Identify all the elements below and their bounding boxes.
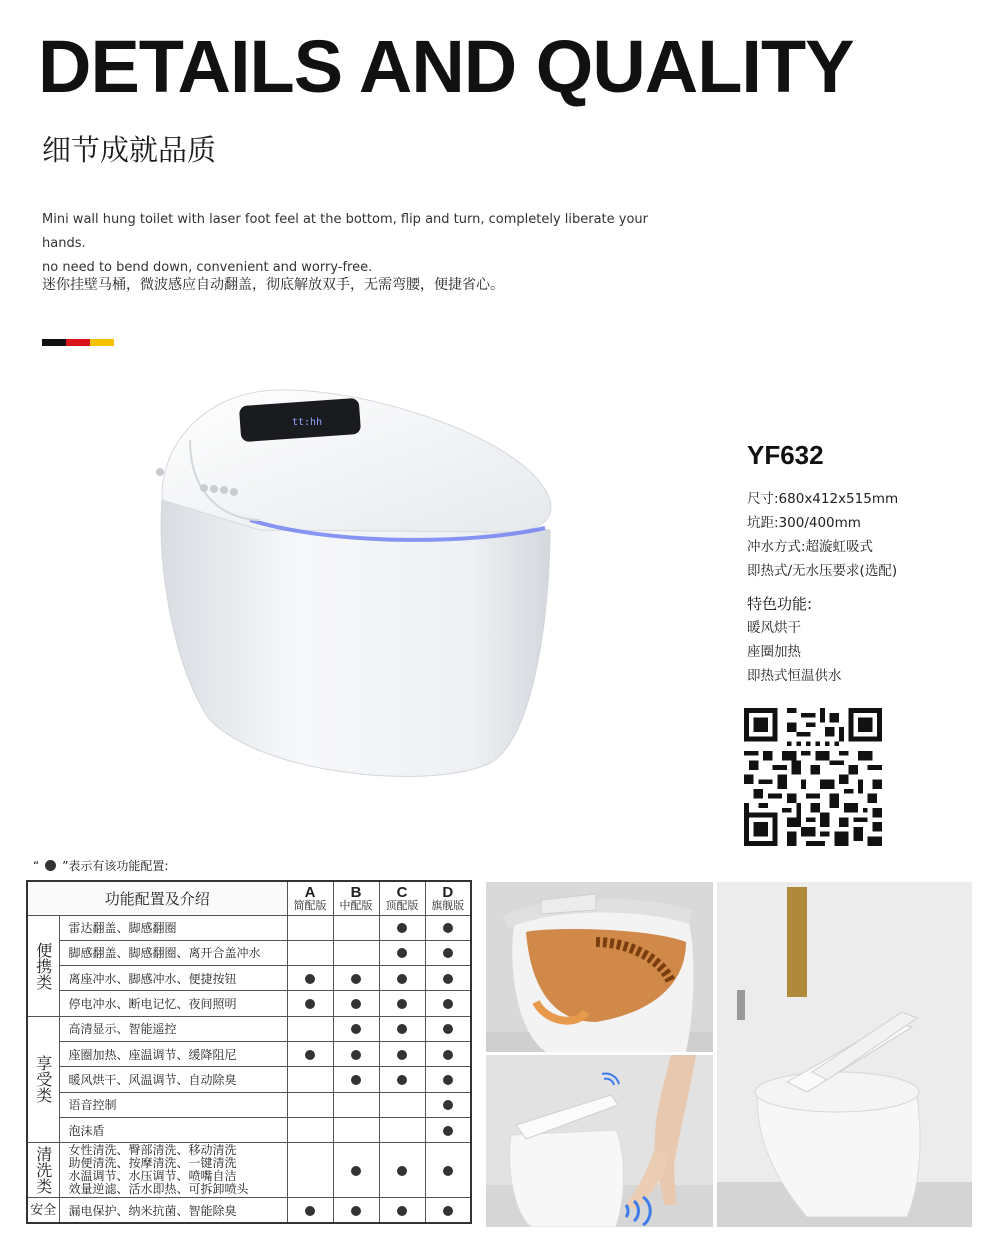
feature-name: 离座冲水、脚感冲水、便捷按钮 bbox=[59, 966, 287, 991]
table-row bbox=[27, 1041, 471, 1066]
mark-cell-b bbox=[333, 915, 379, 940]
feature-name: 漏电保护、纳米抗菌、智能除臭 bbox=[59, 1198, 287, 1223]
feature-item: 暖风烘干 bbox=[747, 620, 801, 636]
spec-flush: 冲水方式:超漩虹吸式 bbox=[747, 539, 874, 555]
flag-red bbox=[66, 339, 90, 346]
table-row bbox=[27, 1143, 471, 1198]
model-name: YF632 bbox=[747, 440, 824, 470]
feature-line: 水温调节、水压调节、喷嘴自洁 bbox=[68, 1169, 237, 1184]
mark-cell-c bbox=[379, 991, 425, 1016]
features-title: 特色功能: bbox=[747, 595, 813, 613]
feature-name: 暖风烘干、风温调节、自动除臭 bbox=[59, 1067, 287, 1092]
feature-dot-icon bbox=[305, 974, 315, 984]
feature-dot-icon bbox=[351, 1050, 361, 1060]
feature-dot-icon bbox=[397, 948, 407, 958]
feature-dot-icon bbox=[443, 1024, 453, 1034]
feature-dot-icon bbox=[397, 1206, 407, 1216]
description-en-line-2: no need to bend down, convenient and worry-free. bbox=[42, 260, 373, 275]
table-row bbox=[27, 915, 471, 940]
mark-cell-a bbox=[287, 1198, 333, 1223]
mark-cell-a bbox=[287, 1117, 333, 1142]
feature-dot-icon bbox=[443, 1126, 453, 1136]
feature-dot-icon bbox=[443, 948, 453, 958]
mark-cell-b bbox=[333, 966, 379, 991]
feature-line: 效量逆滤、活水即热、可拆卸喷头 bbox=[68, 1182, 249, 1197]
table-row bbox=[27, 1092, 471, 1117]
mark-cell-b bbox=[333, 1117, 379, 1142]
feature-dot-icon bbox=[443, 974, 453, 984]
mark-cell-a bbox=[287, 1016, 333, 1041]
feature-dot-icon bbox=[397, 1166, 407, 1176]
mark-cell-b bbox=[333, 991, 379, 1016]
flag-stripe bbox=[42, 339, 114, 346]
feature-item: 座圈加热 bbox=[747, 644, 801, 660]
mark-cell-a bbox=[287, 991, 333, 1016]
mark-cell-c bbox=[379, 1092, 425, 1117]
version-a-header: A 简配版 bbox=[287, 881, 333, 915]
product-image bbox=[150, 380, 560, 790]
feature-name: 泡沫盾 bbox=[59, 1117, 287, 1142]
category-label: 享受类 bbox=[27, 1016, 59, 1142]
feature-dot-icon bbox=[305, 999, 315, 1009]
mark-cell-d bbox=[425, 1067, 471, 1092]
feature-dot-icon bbox=[351, 1206, 361, 1216]
feature-dot-icon bbox=[397, 1024, 407, 1034]
mark-cell-c bbox=[379, 1041, 425, 1066]
version-b-header: B 中配版 bbox=[333, 881, 379, 915]
mark-cell-b bbox=[333, 1092, 379, 1117]
spec-size: 尺寸:680x412x515mm bbox=[747, 491, 899, 507]
product-display-text: tt:hh bbox=[292, 417, 323, 428]
feature-line: 助便清洗、按摩清洗、一键清洗 bbox=[68, 1156, 237, 1171]
mark-cell-d bbox=[425, 991, 471, 1016]
feature-dot-icon bbox=[351, 974, 361, 984]
mark-cell-c bbox=[379, 1016, 425, 1041]
feature-dot-icon bbox=[443, 1100, 453, 1110]
photo-foot-sensor bbox=[486, 1055, 713, 1227]
feature-name: 高清显示、智能遥控 bbox=[59, 1016, 287, 1041]
spec-panel bbox=[747, 440, 898, 688]
mark-cell-d bbox=[425, 966, 471, 991]
table-row bbox=[27, 966, 471, 991]
feature-dot-icon bbox=[351, 1166, 361, 1176]
mark-cell-b bbox=[333, 1067, 379, 1092]
mark-cell-d bbox=[425, 1016, 471, 1041]
mark-cell-b bbox=[333, 1041, 379, 1066]
feature-dot-icon bbox=[305, 1050, 315, 1060]
mark-cell-a bbox=[287, 1143, 333, 1198]
mark-cell-b bbox=[333, 1198, 379, 1223]
feature-dot-icon bbox=[351, 999, 361, 1009]
mark-cell-b bbox=[333, 940, 379, 965]
page-subtitle: 细节成就品质 bbox=[42, 133, 217, 167]
mark-cell-a bbox=[287, 1041, 333, 1066]
mark-cell-a bbox=[287, 966, 333, 991]
feature-dot-icon bbox=[443, 999, 453, 1009]
feature-dot-icon bbox=[351, 1075, 361, 1085]
feature-dot-icon bbox=[351, 1024, 361, 1034]
table-row bbox=[27, 1067, 471, 1092]
mark-cell-c bbox=[379, 1198, 425, 1223]
mark-cell-a bbox=[287, 940, 333, 965]
mark-cell-a bbox=[287, 1092, 333, 1117]
mark-cell-c bbox=[379, 940, 425, 965]
description-cn: 迷你挂壁马桶，微波感应自动翻盖，彻底解放双手，无需弯腰，便捷省心。 bbox=[42, 277, 504, 293]
mark-cell-c bbox=[379, 1067, 425, 1092]
feature-dot-icon bbox=[397, 923, 407, 933]
photo-flush-cutaway bbox=[486, 882, 713, 1052]
feature-dot-icon bbox=[443, 1050, 453, 1060]
config-table bbox=[26, 880, 472, 1224]
feature-dot-icon bbox=[397, 1075, 407, 1085]
feature-item: 即热式恒温供水 bbox=[747, 668, 842, 684]
flag-black bbox=[42, 339, 66, 346]
feature-dot-icon bbox=[443, 923, 453, 933]
mark-cell-d bbox=[425, 915, 471, 940]
description-en-line-1: Mini wall hung toilet with laser foot feel at the bottom, flip and turn, completely liberate your hands. bbox=[42, 212, 649, 251]
table-header-title: 功能配置及介绍 bbox=[27, 881, 287, 915]
feature-name: 停电冲水、断电记忆、夜间照明 bbox=[59, 991, 287, 1016]
feature-dot-icon bbox=[443, 1075, 453, 1085]
legend-dot-icon bbox=[45, 860, 56, 871]
category-label: 便携类 bbox=[27, 915, 59, 1016]
mark-cell-d bbox=[425, 1041, 471, 1066]
mark-cell-d bbox=[425, 1198, 471, 1223]
feature-name: 脚感翻盖、脚感翻圈、离开合盖冲水 bbox=[59, 940, 287, 965]
feature-name: 座圈加热、座温调节、缓降阻尼 bbox=[59, 1041, 287, 1066]
qr-code[interactable] bbox=[744, 708, 882, 846]
feature-line: 女性清洗、臀部清洗、移动清洗 bbox=[68, 1143, 237, 1158]
mark-cell-c bbox=[379, 966, 425, 991]
table-legend bbox=[33, 857, 168, 874]
table-row bbox=[27, 1016, 471, 1041]
feature-name: 雷达翻盖、脚感翻圈 bbox=[59, 915, 287, 940]
mark-cell-d bbox=[425, 1117, 471, 1142]
legend-text: ”表示有该功能配置: bbox=[62, 859, 169, 873]
mark-cell-a bbox=[287, 915, 333, 940]
mark-cell-d bbox=[425, 1092, 471, 1117]
feature-dot-icon bbox=[443, 1206, 453, 1216]
mark-cell-d bbox=[425, 940, 471, 965]
mark-cell-c bbox=[379, 1117, 425, 1142]
page-title: DETAILS AND QUALITY bbox=[38, 25, 854, 108]
spec-rough-in: 坑距:300/400mm bbox=[747, 515, 861, 531]
feature-dot-icon bbox=[443, 1166, 453, 1176]
legend-quote-open: “ bbox=[33, 858, 40, 873]
table-row bbox=[27, 1198, 471, 1223]
mark-cell-b bbox=[333, 1016, 379, 1041]
description-en bbox=[42, 208, 682, 280]
feature-dot-icon bbox=[305, 1206, 315, 1216]
feature-dot-icon bbox=[397, 974, 407, 984]
feature-dot-icon bbox=[397, 1050, 407, 1060]
flag-gold bbox=[90, 339, 114, 346]
version-d-header: D 旗舰版 bbox=[425, 881, 471, 915]
table-row bbox=[27, 1117, 471, 1142]
mark-cell-a bbox=[287, 1067, 333, 1092]
mark-cell-c bbox=[379, 1143, 425, 1198]
table-body bbox=[27, 915, 471, 1223]
feature-name bbox=[59, 1143, 287, 1198]
photo-bathroom-scene bbox=[717, 882, 972, 1227]
table-header-row bbox=[27, 881, 471, 915]
mark-cell-c bbox=[379, 915, 425, 940]
feature-name: 语音控制 bbox=[59, 1092, 287, 1117]
feature-dot-icon bbox=[397, 999, 407, 1009]
category-label: 清洗类 bbox=[27, 1143, 59, 1198]
mark-cell-d bbox=[425, 1143, 471, 1198]
category-label: 安全 bbox=[27, 1198, 59, 1223]
table-row bbox=[27, 940, 471, 965]
spec-heating: 即热式/无水压要求(选配) bbox=[747, 563, 898, 579]
mark-cell-b bbox=[333, 1143, 379, 1198]
version-c-header: C 顶配版 bbox=[379, 881, 425, 915]
table-row bbox=[27, 991, 471, 1016]
